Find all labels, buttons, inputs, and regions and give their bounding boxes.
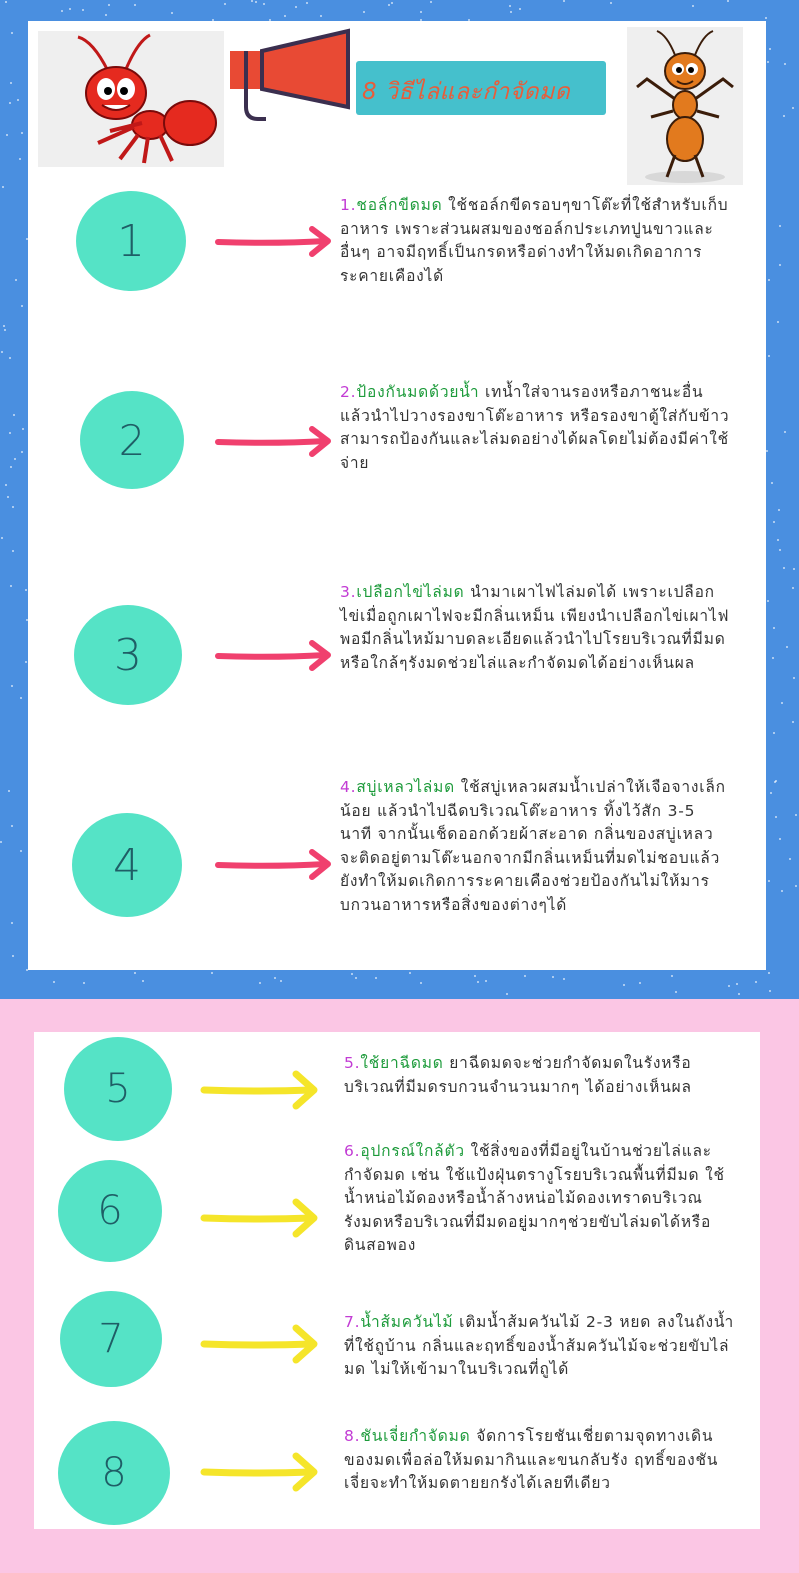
red-ant-illustration (38, 31, 224, 167)
background-speck (769, 48, 771, 50)
background-speck (11, 922, 13, 924)
background-speck (779, 838, 781, 840)
background-speck (781, 702, 783, 704)
tip-heading: สบู่เหลวไล่มด (356, 778, 455, 796)
background-speck (142, 980, 144, 982)
background-speck (789, 858, 791, 860)
arrow-right-icon (200, 1068, 320, 1112)
tip-heading: เปลือกไข่ไล่มด (356, 583, 465, 601)
tip-text (344, 1311, 736, 1382)
background-speck (783, 567, 785, 569)
arrow-right-icon (214, 224, 334, 260)
arrow-right-icon (214, 847, 334, 883)
arrow-right-icon (214, 638, 334, 674)
background-speck (755, 981, 757, 983)
background-speck (792, 107, 794, 109)
tip-text (340, 776, 730, 917)
background-speck (10, 82, 12, 84)
tip-heading: ชันเจี่ยกำจัดมด (360, 1427, 471, 1445)
background-speck (767, 600, 769, 602)
tip-number-label: 6. (344, 1142, 361, 1160)
background-speck (9, 432, 11, 434)
tip-number: 3 (114, 629, 142, 681)
background-speck (306, 2, 308, 4)
background-speck (1, 537, 3, 539)
background-speck (623, 984, 625, 986)
background-speck (355, 977, 357, 979)
tip-body: ใช้สบู่เหลวผสมน้ำเปล่าให้เจือจางเล็กน้อย แล้วนำไปฉีดบริเวณโต๊ะอาหาร ทิ้งไว้สัก 3-5 นาที จากนั้นเช็ดออกด้วยผ้าสะอาด กลิ่นของสบู่เหลวจะติดอยู่ตามโต๊ะนอกจากมีกลิ่นเหม็นที่มดไม่ชอบแล้ว ยังทำให้มดเกิดการระคายเคืองช่วยป้องกันไม่ให้มารบกวนอาหารหรือสิ่งของต่างๆได้ (340, 778, 726, 914)
tip-body: ยาฉีดมดจะช่วยกำจัดมดในรังหรือบริเวณที่มีมดรบกวนจำนวนมากๆ ได้อย่างเห็นผล (344, 1054, 692, 1096)
background-speck (774, 781, 776, 783)
tip-number-label: 7. (344, 1313, 361, 1331)
tip-number-label: 8. (344, 1427, 361, 1445)
tip-heading: ชอล์กขีดมด (356, 196, 443, 214)
background-speck (12, 550, 14, 552)
tip-number-label: 4. (340, 778, 357, 796)
background-speck (255, 1, 257, 3)
tip-body: ใช้ชอล์กขีดรอบๆขาโต๊ะที่ใช้สำหรับเก็บอาหาร เพราะส่วนผสมของชอล์กประเภทปูนขาวและอื่นๆ อาจมีฤทธิ์เป็นกรดหรือด่างทำให้มดเกิดอาการระคายเคืองได้ (340, 196, 729, 285)
background-speck (211, 972, 213, 974)
background-speck (69, 8, 71, 10)
background-speck (388, 4, 390, 6)
background-speck (793, 568, 795, 570)
tip-heading: อุปกรณ์ใกล้ตัว (360, 1142, 465, 1160)
tip-number-circle (58, 1160, 162, 1262)
background-speck (5, 1, 7, 3)
tip-number: 2 (118, 415, 146, 465)
background-speck (11, 32, 13, 34)
orange-ant-illustration (627, 27, 743, 185)
background-speck (552, 976, 554, 978)
background-speck (25, 589, 27, 591)
background-speck (692, 5, 694, 7)
background-speck (675, 991, 677, 993)
tip-number: 8 (101, 1450, 127, 1496)
background-speck (19, 158, 21, 160)
tip-number-circle (64, 1037, 172, 1141)
tip-number-label: 1. (340, 196, 357, 214)
arrow-right-icon (200, 1196, 320, 1240)
background-speck (506, 993, 508, 995)
background-speck (21, 132, 23, 134)
background-speck (769, 990, 771, 992)
tip-heading: น้ำส้มควันไม้ (360, 1313, 454, 1331)
tip-number-circle (60, 1291, 162, 1387)
tip-text (344, 1052, 724, 1099)
background-speck (510, 11, 512, 13)
background-speck (767, 61, 769, 63)
background-speck (15, 279, 17, 281)
title-banner (356, 61, 606, 115)
background-speck (14, 458, 16, 460)
background-speck (21, 305, 23, 307)
background-speck (777, 321, 779, 323)
tip-number: 1 (117, 215, 145, 267)
tip-text (340, 381, 730, 475)
tip-number: 6 (97, 1188, 123, 1234)
background-speck (4, 329, 6, 331)
background-speck (0, 841, 2, 843)
tip-body: นำมาเผาไฟไล่มดได้ เพราะเปลือกไข่เมื่อถูกเผาไฟจะมีกลิ่นเหม็น เพียงนำเปลือกไข่เผาไฟพอมีกลิ่นไหม้มาบดละเอียดแล้วนำไปโรยบริเวณที่มีมดหรือใกล้ๆรังมดช่วยไล่และกำจัดมดได้อย่างเห็นผล (340, 583, 730, 672)
tip-number-circle (74, 605, 182, 705)
background-speck (6, 134, 8, 136)
tip-number: 7 (98, 1316, 124, 1362)
tip-body: ใช้สิ่งของที่มีอยู่ในบ้านช่วยไล่และกำจัดมด เช่น ใช้แป้งฝุ่นตรางูโรยบริเวณพื้นที่มีมด ใช้น้ำหน่อไม้ดองหรือน้ำล้างหน่อไม้ดองเทราดบริเวณรังมดหรือบริเวณที่มีมดอยู่มากๆช่วยขับไล่มดได้หรือดินสอพอง (344, 1142, 725, 1254)
background-speck (485, 980, 487, 982)
arrow-right-icon (214, 424, 334, 460)
background-speck (610, 2, 612, 4)
tip-text (340, 194, 730, 288)
background-speck (773, 732, 775, 734)
tip-number-circle (72, 813, 182, 917)
tip-number: 5 (105, 1066, 131, 1112)
arrow-right-icon (200, 1450, 320, 1494)
tip-number-circle (76, 191, 186, 291)
background-speck (768, 279, 770, 281)
tip-body: เทน้ำใส่จานรองหรือภาชนะอื่นแล้วนำไปวางรองขาโต๊ะอาหาร หรือรองขาตู้ใส่กับข้าว สามารถป้องกันและไล่มดอย่างได้ผลโดยไม่ต้องมีค่าใช้จ่าย (340, 383, 730, 472)
background-speck (736, 983, 738, 985)
tip-text (344, 1140, 734, 1258)
background-speck (474, 975, 476, 977)
background-speck (639, 982, 641, 984)
background-speck (295, 6, 297, 8)
tip-body: เติมน้ำส้มควันไม้ 2-3 หยด ลงในถังน้ำที่ใช้ถูบ้าน กลิ่นและฤทธิ์ของน้ำส้มควันไม้จะช่วยขับไล่มด ไม่ให้เข้ามาในบริเวณที่ถูได้ (344, 1313, 734, 1378)
arrow-right-icon (200, 1322, 320, 1366)
tip-number-label: 5. (344, 1054, 361, 1072)
background-speck (20, 697, 22, 699)
background-speck (61, 10, 63, 12)
background-speck (391, 2, 393, 4)
background-speck (772, 657, 774, 659)
page-title: 8 วิธีไล่และกำจัดมด (362, 79, 571, 105)
megaphone-icon (228, 27, 352, 127)
tip-number-label: 3. (340, 583, 357, 601)
tip-heading: ใช้ยาฉีดมด (360, 1054, 444, 1072)
tip-number-circle (58, 1421, 170, 1525)
tip-number: 4 (113, 839, 141, 891)
tip-heading: ป้องกันมดด้วยน้ำ (356, 383, 480, 401)
background-speck (779, 264, 781, 266)
tip-body: จัดการโรยชันเชี่ยตามจุดทางเดินของมดเพื่อล่อให้มดมากินและขนกลับรัง ฤทธิ์ของชันเจี่ยจะทำให้มดตายยกรังได้เลยทีเดียว (344, 1427, 719, 1492)
background-speck (420, 11, 422, 13)
background-speck (375, 977, 377, 979)
background-speck (320, 15, 322, 17)
tip-number-circle (80, 391, 184, 489)
tip-text (340, 581, 730, 675)
tip-text (344, 1425, 736, 1496)
background-speck (779, 225, 781, 227)
tip-number-label: 2. (340, 383, 357, 401)
